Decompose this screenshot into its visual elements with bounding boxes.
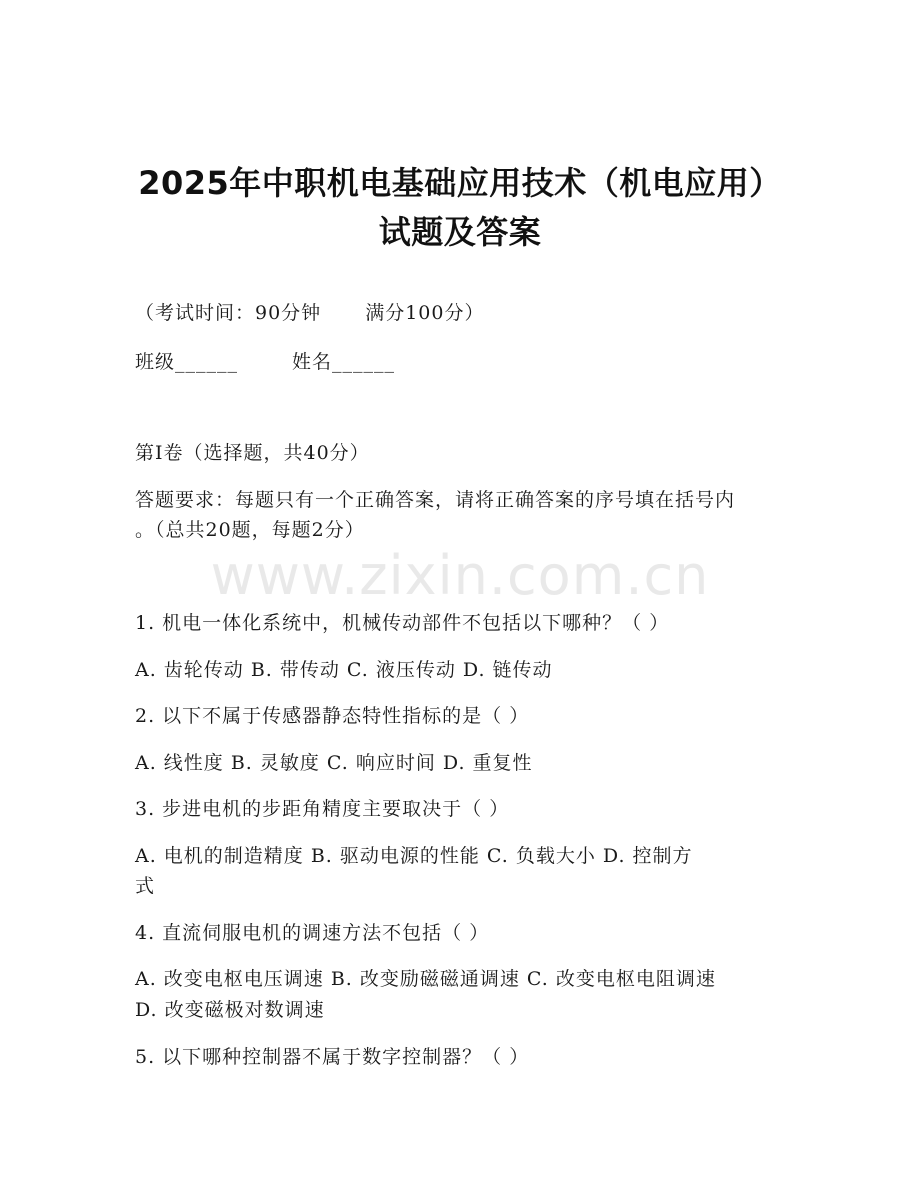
student-info (135, 350, 395, 374)
question-2-options: A. 线性度 B. 灵敏度 C. 响应时间 D. 重复性 (135, 752, 533, 774)
question-1-stem: 1. 机电一体化系统中，机械传动部件不包括以下哪种？（ ） (135, 612, 670, 634)
question-3-options-line2: 式 (135, 875, 156, 897)
section-instructions-line1: 答题要求：每题只有一个正确答案，请将正确答案的序号填在括号内 (135, 489, 736, 511)
question-4-options-line2: D. 改变磁极对数调速 (135, 999, 325, 1021)
question-4-stem: 4. 直流伺服电机的调速方法不包括（ ） (135, 922, 490, 944)
question-1-options: A. 齿轮传动 B. 带传动 C. 液压传动 D. 链传动 (135, 659, 553, 681)
name-field: 姓名______ (292, 351, 396, 373)
class-field: 班级______ (135, 351, 239, 373)
watermark-text: www.zixin.com.cn (210, 544, 710, 607)
document-title-line2: 试题及答案 (378, 213, 542, 251)
question-4-options-line1: A. 改变电枢电压调速 B. 改变励磁磁通调速 C. 改变电枢电阻调速 (135, 968, 716, 990)
question-3-options-line1: A. 电机的制造精度 B. 驱动电源的性能 C. 负载大小 D. 控制方 (135, 845, 693, 867)
exam-score: 满分100分） (365, 302, 485, 324)
question-5-stem: 5. 以下哪种控制器不属于数字控制器？（ ） (135, 1046, 530, 1068)
question-2-stem: 2. 以下不属于传感器静态特性指标的是（ ） (135, 705, 530, 727)
exam-info (135, 301, 484, 325)
question-3-stem: 3. 步进电机的步距角精度主要取决于（ ） (135, 798, 510, 820)
section-instructions-line2: 。（总共20题，每题2分） (135, 519, 365, 541)
document-title-line1: 2025年中职机电基础应用技术（机电应用） (138, 164, 782, 202)
section-heading: 第I卷（选择题，共40分） (135, 442, 370, 464)
exam-time: （考试时间：90分钟 (135, 302, 322, 324)
